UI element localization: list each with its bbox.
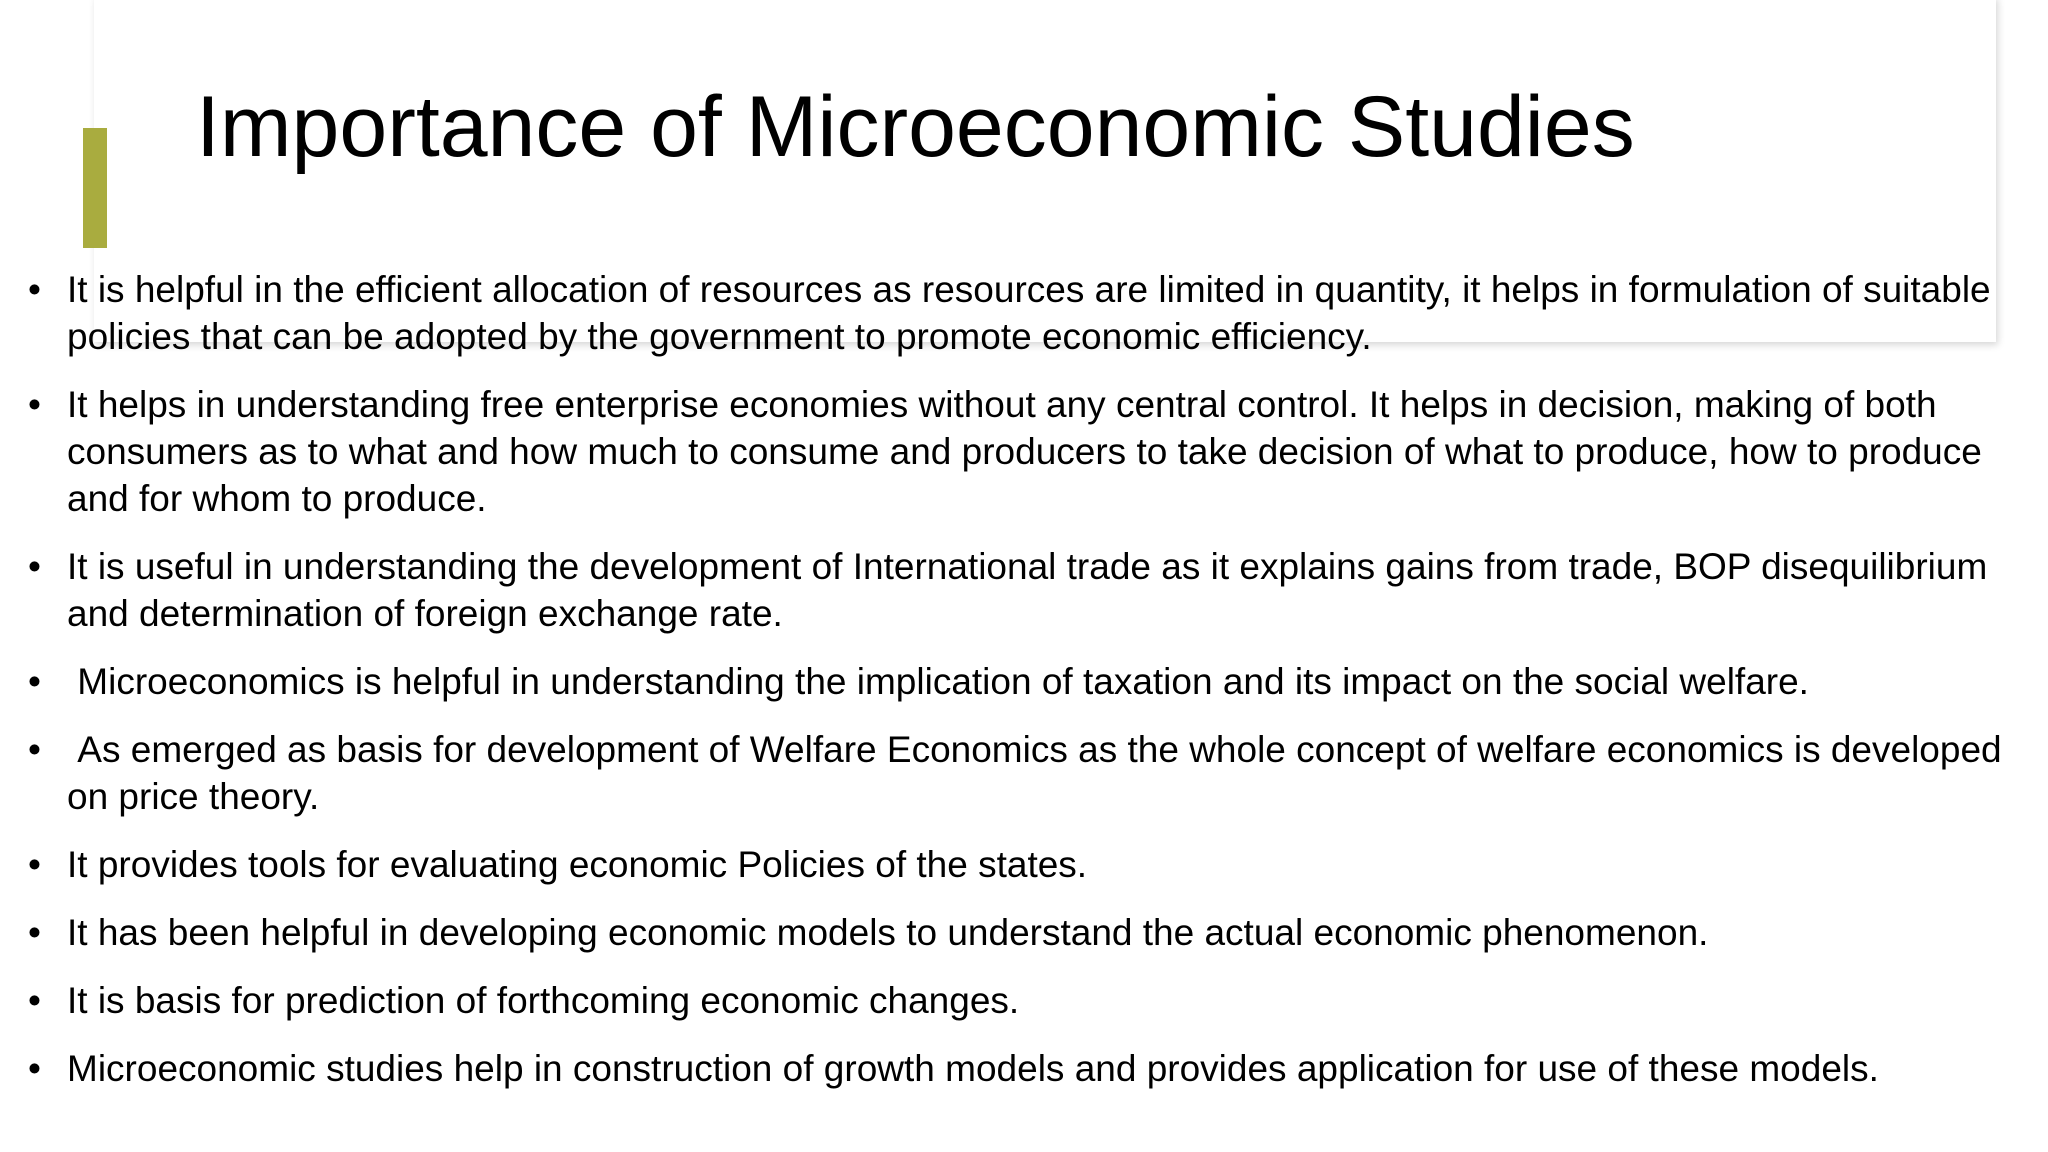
bullet-dot-icon: • — [28, 661, 41, 702]
bullet-text: As emerged as basis for development of Welfare Economics as the whole concept of welfare economics is developed on price theory. — [67, 729, 2012, 817]
bullet-text: It is helpful in the efficient allocation of resources as resources are limited in quantity, it helps in formulation of suitable policies that can be adopted by the government to promote economic efficiency. — [67, 269, 1991, 357]
bullet-item — [0, 381, 2044, 522]
bullet-dot-icon: • — [28, 729, 41, 770]
accent-bar — [83, 128, 107, 248]
bullet-item — [0, 726, 2044, 820]
bullet-text: It provides tools for evaluating economic Policies of the states. — [67, 844, 1088, 885]
bullet-item — [0, 658, 2044, 705]
bullet-dot-icon: • — [28, 546, 41, 587]
bullet-text: It has been helpful in developing economic models to understand the actual economic phenomenon. — [67, 912, 1709, 953]
bullet-item — [0, 909, 2044, 956]
bullet-item — [0, 1045, 2044, 1092]
bullet-item — [0, 543, 2044, 637]
bullet-dot-icon: • — [28, 384, 41, 425]
bullet-dot-icon: • — [28, 980, 41, 1021]
bullet-dot-icon: • — [28, 912, 41, 953]
bullet-dot-icon: • — [28, 1048, 41, 1089]
bullet-text: It helps in understanding free enterprise economies without any central control. It helps in decision, making of both consumers as to what and how much to consume and producers to take decision of what to produce, how to produce and for whom to produce. — [67, 384, 1982, 519]
bullet-dot-icon: • — [28, 844, 41, 885]
bullet-text: Microeconomics is helpful in understanding the implication of taxation and its impact on the social welfare. — [67, 661, 1809, 702]
bullet-text: It is basis for prediction of forthcoming economic changes. — [67, 980, 1020, 1021]
bullet-item — [0, 266, 2044, 360]
bullet-text: Microeconomic studies help in construction of growth models and provides application for use of these models. — [67, 1048, 1879, 1089]
bullet-dot-icon: • — [28, 269, 41, 310]
bullet-list — [0, 266, 2044, 1113]
bullet-text: It is useful in understanding the development of International trade as it explains gains from trade, BOP disequilibrium and determination of foreign exchange rate. — [67, 546, 1988, 634]
bullet-item — [0, 841, 2044, 888]
bullet-item — [0, 977, 2044, 1024]
slide-title: Importance of Microeconomic Studies — [196, 79, 1635, 175]
